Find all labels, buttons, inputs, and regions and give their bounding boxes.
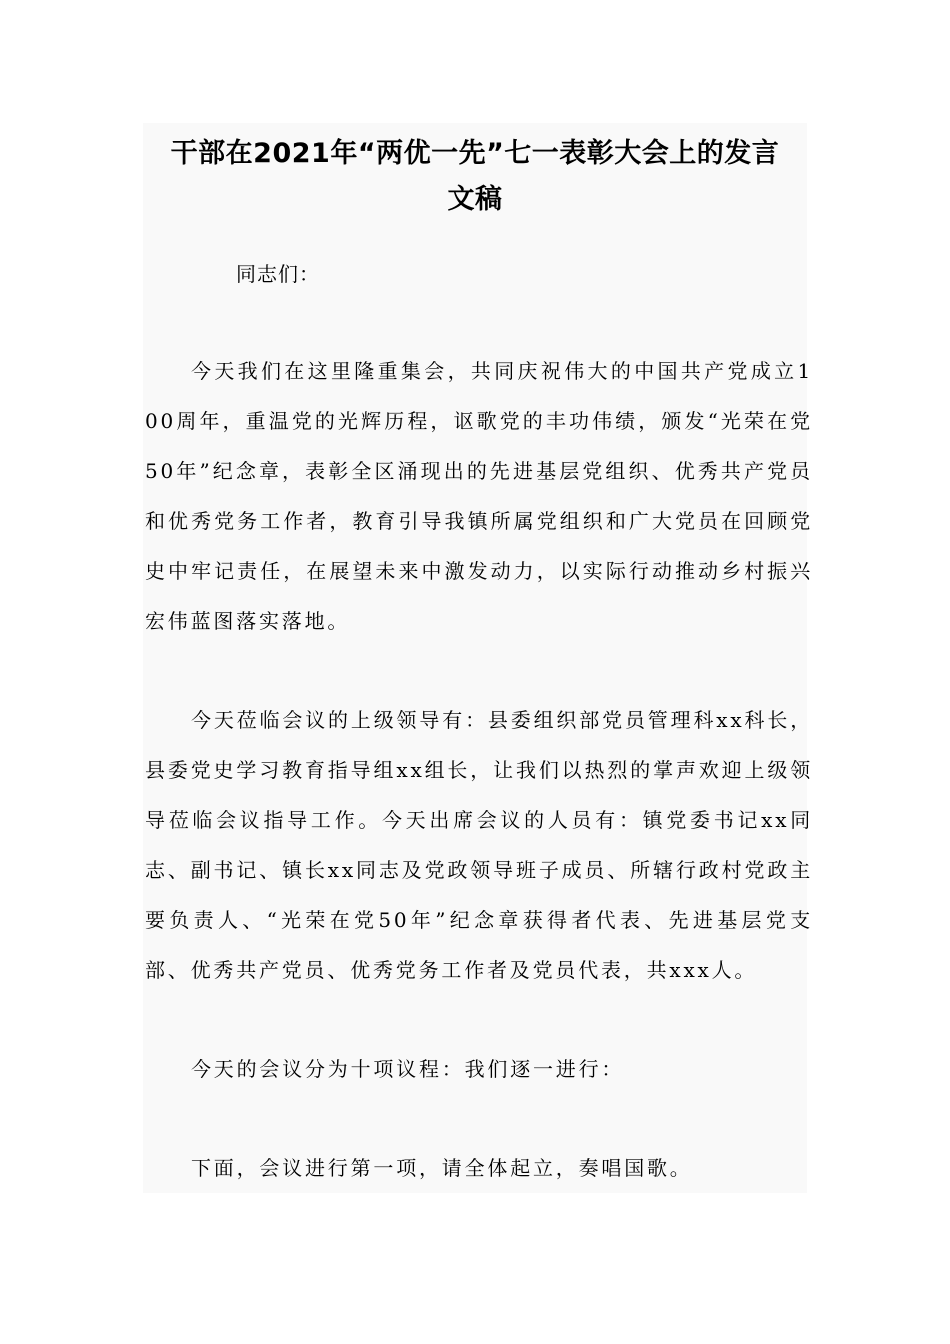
paragraph-first-item: 下面，会议进行第一项，请全体起立，奏唱国歌。 [191, 1156, 693, 1180]
salutation: 同志们： [236, 262, 320, 286]
paragraph-agenda: 今天的会议分为十项议程：我们逐一进行： [191, 1057, 625, 1081]
paragraph-attendees: 今天莅临会议的上级领导有：县委组织部党员管理科xx科长，县委党史学习教育指导组xx组长，让我们以热烈的掌声欢迎上级领导莅临会议指导工作。今天出席会议的人员有：镇党委书记xx同志、副书记、镇长xx同志及党政领导班子成员、所辖行政村党政主要负责人、“光荣在党50年”纪念章获得者代表、先进基层党支部、优秀共产党员、优秀党务工作者及党员代表，共xxx人。 [145, 708, 813, 982]
document-title-line-2: 文稿 [447, 184, 503, 215]
document-title-line-1: 干部在2021年“两优一先”七一表彰大会上的发言 [170, 138, 780, 169]
paragraph-opening: 今天我们在这里隆重集会，共同庆祝伟大的中国共产党成立100周年，重温党的光辉历程，讴歌党的丰功伟绩，颁发“光荣在党50年”纪念章，表彰全区涌现出的先进基层党组织、优秀共产党员和优秀党务工作者，教育引导我镇所属党组织和广大党员在回顾党史中牢记责任，在展望未来中激发动力，以实际行动推动乡村振兴宏伟蓝图落实落地。 [145, 359, 813, 633]
